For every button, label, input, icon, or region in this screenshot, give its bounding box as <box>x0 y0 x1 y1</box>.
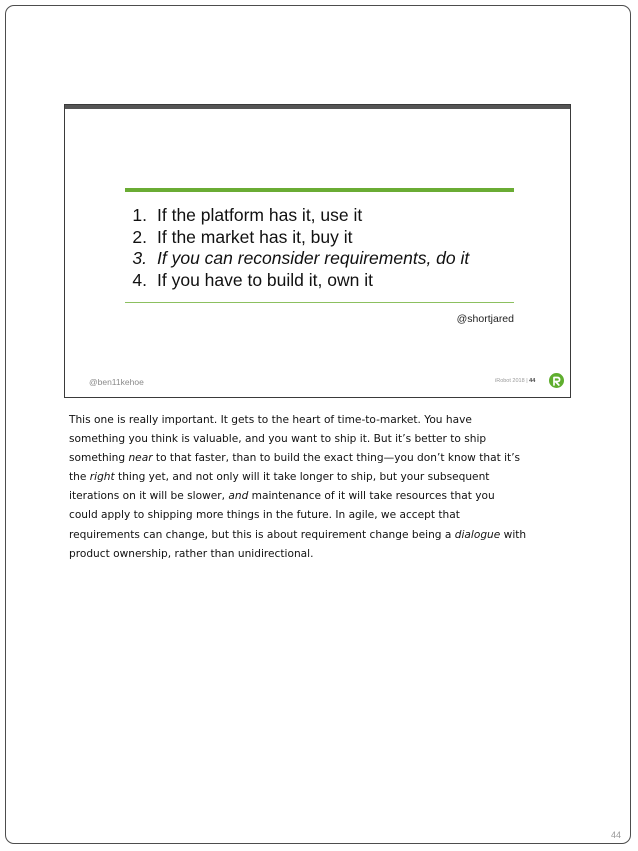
emphasis: near <box>128 452 153 465</box>
irobot-logo-icon <box>549 373 564 388</box>
emphasis: and <box>228 490 249 503</box>
list-item <box>119 248 469 270</box>
slide-top-bar <box>65 105 570 109</box>
list-item-number: 3. <box>132 248 147 268</box>
notes-line: something you think is valuable, and you want to ship it. But it’s better to ship <box>69 433 487 446</box>
list-item <box>119 270 469 292</box>
slide-footer-label: iRobot 2018 | <box>495 378 528 384</box>
page-number: 44 <box>610 830 621 840</box>
green-rule-bottom <box>125 302 514 303</box>
speaker-notes <box>69 411 569 564</box>
notes-line: product ownership, rather than unidirectional. <box>69 547 314 560</box>
list-item-text: If the market has it, buy it <box>157 226 353 247</box>
notes-line: something near to that faster, than to build the exact thing—you don’t know that it’s <box>69 452 521 465</box>
list-item-number: 2. <box>132 226 147 247</box>
list-item <box>119 205 469 227</box>
list-item <box>119 227 469 249</box>
green-rule-top <box>125 188 514 192</box>
list-item-text: If you have to build it, own it <box>157 269 373 290</box>
slide-footer-page: 44 <box>529 378 536 384</box>
emphasis: right <box>89 471 115 484</box>
notes-line: iterations on it will be slower, and maintenance of it will take resources that you <box>69 490 495 503</box>
list-item-number: 4. <box>132 269 147 290</box>
rules-list <box>119 205 469 291</box>
notes-line: requirements can change, but this is about requirement change being a dialogue with <box>69 528 527 541</box>
list-item-text: If you can reconsider requirements, do it <box>157 248 470 268</box>
list-item-text: If the platform has it, use it <box>157 205 363 225</box>
twitter-handle: @shortjared <box>456 313 514 325</box>
list-item-number: 1. <box>132 205 147 225</box>
notes-line: This one is really important. It gets to the heart of time-to-market. You have <box>69 414 472 426</box>
slide-thumbnail <box>64 104 571 398</box>
notes-line: the right thing yet, and not only will it take longer to ship, but your subsequent <box>69 471 490 484</box>
emphasis: dialogue <box>454 528 501 541</box>
notes-line: could apply to shipping more things in the future. In agile, we accept that <box>69 509 460 522</box>
slide-footer-author: @ben11kehoe <box>89 377 144 387</box>
slide-footer-info <box>495 378 535 384</box>
